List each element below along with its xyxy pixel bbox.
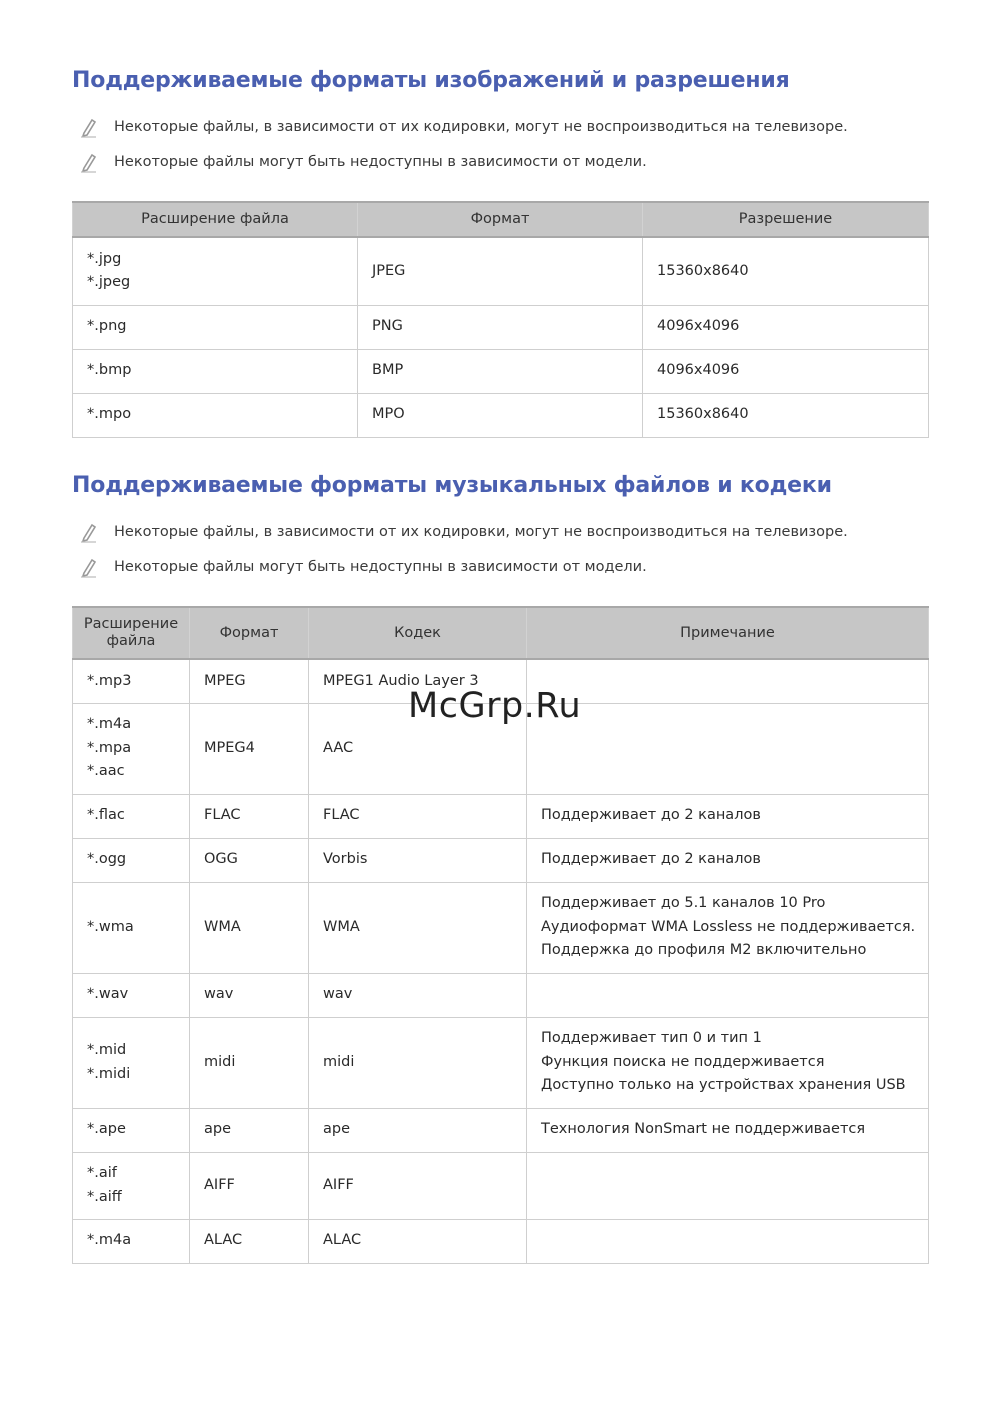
column-header-format: Формат (358, 202, 643, 237)
table-row (73, 1017, 929, 1108)
column-header-format: Формат (190, 607, 309, 659)
note-cell (527, 1152, 929, 1219)
note-item (72, 153, 928, 188)
format-cell: ape (190, 1108, 309, 1152)
codec-cell: MPEG1 Audio Layer 3 (309, 659, 527, 703)
codec-cell: ape (309, 1108, 527, 1152)
codec-cell: WMA (309, 882, 527, 973)
column-header-extension: Расширение файла (73, 202, 358, 237)
column-header-codec: Кодек (309, 607, 527, 659)
extension-cell: *.m4a (73, 1219, 190, 1263)
format-cell: BMP (358, 349, 643, 393)
table-row (73, 237, 929, 305)
codec-cell: FLAC (309, 794, 527, 838)
extension-cell: *.mid *.midi (73, 1017, 190, 1108)
format-cell: ALAC (190, 1219, 309, 1263)
pencil-icon (80, 118, 98, 138)
extension-cell: *.wav (73, 973, 190, 1017)
format-cell: midi (190, 1017, 309, 1108)
table-row (73, 882, 929, 973)
note-cell: Поддерживает до 5.1 каналов 10 Pro Аудиоформат WMA Lossless не поддерживается. Поддержка до профиля M2 включительно (527, 882, 929, 973)
format-cell: FLAC (190, 794, 309, 838)
extension-cell: *.ogg (73, 838, 190, 882)
music-formats-section (72, 473, 928, 593)
note-cell (527, 1219, 929, 1263)
note-cell (527, 703, 929, 794)
table-row (73, 1108, 929, 1152)
codec-cell: ALAC (309, 1219, 527, 1263)
image-formats-section (72, 68, 928, 188)
resolution-cell: 15360x8640 (643, 237, 929, 305)
note-item (72, 558, 928, 593)
note-cell: Поддерживает до 2 каналов (527, 794, 929, 838)
table-row (73, 349, 929, 393)
column-header-resolution: Разрешение (643, 202, 929, 237)
table-row (73, 838, 929, 882)
format-cell: MPEG (190, 659, 309, 703)
format-cell: WMA (190, 882, 309, 973)
music-formats-title: Поддерживаемые форматы музыкальных файлов и кодеки (72, 473, 832, 498)
pencil-icon (80, 153, 98, 173)
extension-cell: *.flac (73, 794, 190, 838)
format-cell: wav (190, 973, 309, 1017)
extension-cell: *.m4a *.mpa *.aac (73, 703, 190, 794)
format-cell: JPEG (358, 237, 643, 305)
note-cell: Поддерживает тип 0 и тип 1 Функция поиска не поддерживается Доступно только на устройствах хранения USB (527, 1017, 929, 1108)
resolution-cell: 4096x4096 (643, 305, 929, 349)
resolution-cell: 4096x4096 (643, 349, 929, 393)
note-text: Некоторые файлы могут быть недоступны в зависимости от модели. (114, 154, 647, 170)
note-cell (527, 973, 929, 1017)
table-row (73, 1219, 929, 1263)
table-row (73, 393, 929, 437)
codec-cell: Vorbis (309, 838, 527, 882)
codec-cell: midi (309, 1017, 527, 1108)
note-text: Некоторые файлы могут быть недоступны в зависимости от модели. (114, 559, 647, 575)
extension-cell: *.aif *.aiff (73, 1152, 190, 1219)
extension-cell: *.ape (73, 1108, 190, 1152)
note-cell (527, 659, 929, 703)
column-header-extension: Расширение файла (73, 607, 190, 659)
note-cell: Поддерживает до 2 каналов (527, 838, 929, 882)
extension-cell: *.jpg *.jpeg (73, 237, 358, 305)
image-formats-table (72, 201, 929, 438)
table-row (73, 305, 929, 349)
extension-cell: *.png (73, 305, 358, 349)
pencil-icon (80, 558, 98, 578)
extension-cell: *.mpo (73, 393, 358, 437)
image-formats-title: Поддерживаемые форматы изображений и разрешения (72, 68, 790, 93)
table-row (73, 1152, 929, 1219)
table-row (73, 794, 929, 838)
note-item (72, 118, 928, 153)
extension-cell: *.mp3 (73, 659, 190, 703)
format-cell: PNG (358, 305, 643, 349)
codec-cell: AAC (309, 703, 527, 794)
format-cell: MPO (358, 393, 643, 437)
format-cell: AIFF (190, 1152, 309, 1219)
watermark: McGrp.Ru (408, 686, 582, 726)
note-cell: Технология NonSmart не поддерживается (527, 1108, 929, 1152)
note-item (72, 523, 928, 558)
extension-cell: *.wma (73, 882, 190, 973)
codec-cell: wav (309, 973, 527, 1017)
format-cell: OGG (190, 838, 309, 882)
table-row (73, 973, 929, 1017)
note-text: Некоторые файлы, в зависимости от их кодировки, могут не воспроизводиться на телевизоре. (114, 119, 848, 135)
column-header-note: Примечание (527, 607, 929, 659)
resolution-cell: 15360x8640 (643, 393, 929, 437)
pencil-icon (80, 523, 98, 543)
extension-cell: *.bmp (73, 349, 358, 393)
format-cell: MPEG4 (190, 703, 309, 794)
codec-cell: AIFF (309, 1152, 527, 1219)
note-text: Некоторые файлы, в зависимости от их кодировки, могут не воспроизводиться на телевизоре. (114, 524, 848, 540)
